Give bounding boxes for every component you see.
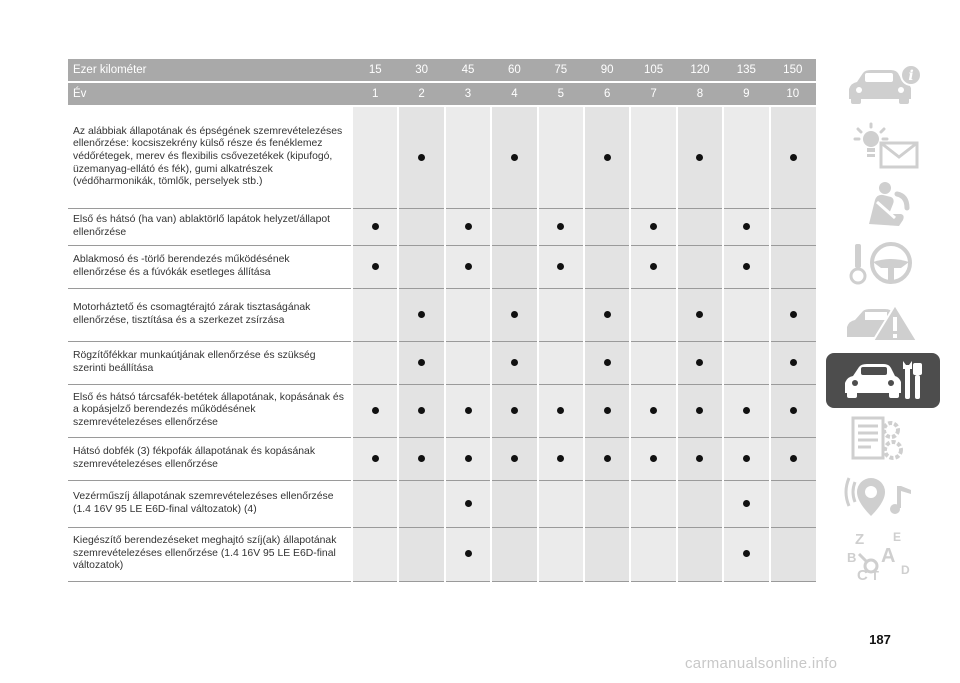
scheduled-dot-icon <box>557 407 564 414</box>
header-km-value: 120 <box>677 59 723 82</box>
schedule-cell <box>630 288 676 341</box>
index-letter: T <box>871 567 879 583</box>
schedule-cell <box>677 288 723 341</box>
schedule-cell <box>445 437 491 480</box>
index-letter: D <box>901 562 910 577</box>
header-row-km <box>68 59 816 82</box>
operation-label: Vezérműszíj állapotának szemrevételezéses ellenőrzése (1.4 16V 95 LE E6D-final változatok) (4) <box>68 480 352 527</box>
operation-label: Rögzítőfékkar munkaútjának ellenőrzése és szükség szerinti beállítása <box>68 341 352 384</box>
header-km-value: 135 <box>723 59 769 82</box>
schedule-cell <box>630 208 676 245</box>
table-row <box>68 480 816 527</box>
schedule-cell <box>352 437 398 480</box>
schedule-cell <box>445 480 491 527</box>
schedule-cell <box>538 106 584 208</box>
chapter-sidebar <box>826 60 940 587</box>
scheduled-dot-icon <box>465 407 472 414</box>
scheduled-dot-icon <box>511 311 518 318</box>
sidebar-item-emergency[interactable] <box>826 294 940 350</box>
header-year-value: 2 <box>398 82 444 106</box>
operation-label: Az alábbiak állapotának és épségének szemrevételezéses ellenőrzése: kocsiszekrény külső része és fenéklemez védőrétegek, merev és flexibilis csővezetékek (kipufogó, üzemanyag-ellátó és fék), gumi alkatrészek (védőharmonikák, tömlők, perselyek stb.) <box>68 106 352 208</box>
car-accident-warning-icon <box>841 297 925 347</box>
header-km-value: 105 <box>630 59 676 82</box>
car-maintenance-wrench-icon <box>841 355 925 405</box>
schedule-cell <box>491 480 537 527</box>
schedule-cell <box>677 245 723 288</box>
schedule-cell <box>445 208 491 245</box>
schedule-cell <box>723 288 769 341</box>
scheduled-dot-icon <box>604 455 611 462</box>
schedule-cell <box>352 480 398 527</box>
schedule-cell <box>352 384 398 437</box>
scheduled-dot-icon <box>465 455 472 462</box>
header-year-value: 8 <box>677 82 723 106</box>
header-km-value: 75 <box>538 59 584 82</box>
scheduled-dot-icon <box>465 500 472 507</box>
scheduled-dot-icon <box>604 359 611 366</box>
scheduled-dot-icon <box>418 455 425 462</box>
schedule-cell <box>445 341 491 384</box>
table-row <box>68 527 816 581</box>
key-steering-wheel-icon <box>841 238 925 288</box>
schedule-cell <box>770 288 816 341</box>
scheduled-dot-icon <box>418 311 425 318</box>
scheduled-dot-icon <box>650 223 657 230</box>
scheduled-dot-icon <box>372 455 379 462</box>
schedule-cell <box>630 437 676 480</box>
header-year-value: 5 <box>538 82 584 106</box>
scheduled-dot-icon <box>418 154 425 161</box>
sidebar-item-warning-lights[interactable] <box>826 119 940 175</box>
scheduled-dot-icon <box>604 311 611 318</box>
schedule-cell <box>584 437 630 480</box>
scheduled-dot-icon <box>557 223 564 230</box>
header-year-value: 3 <box>445 82 491 106</box>
technical-data-gear-icon <box>841 414 925 464</box>
table-row <box>68 437 816 480</box>
schedule-cell <box>352 245 398 288</box>
operation-label: Első és hátsó tárcsafék-betétek állapotának, kopásának és a kopásjelző berendezés működésének szemrevételezéses ellenőrzése <box>68 384 352 437</box>
schedule-cell <box>398 288 444 341</box>
schedule-cell <box>584 208 630 245</box>
scheduled-dot-icon <box>418 359 425 366</box>
scheduled-dot-icon <box>604 407 611 414</box>
schedule-cell <box>677 480 723 527</box>
schedule-cell <box>491 245 537 288</box>
schedule-cell <box>584 245 630 288</box>
scheduled-dot-icon <box>650 263 657 270</box>
scheduled-dot-icon <box>743 263 750 270</box>
sidebar-item-vehicle-info[interactable] <box>826 60 940 116</box>
scheduled-dot-icon <box>604 154 611 161</box>
scheduled-dot-icon <box>650 407 657 414</box>
scheduled-dot-icon <box>465 223 472 230</box>
schedule-cell <box>723 106 769 208</box>
schedule-cell <box>398 341 444 384</box>
scheduled-dot-icon <box>743 455 750 462</box>
schedule-cell <box>584 341 630 384</box>
schedule-cell <box>398 437 444 480</box>
scheduled-dot-icon <box>696 455 703 462</box>
schedule-cell <box>584 384 630 437</box>
table-row <box>68 245 816 288</box>
schedule-cell <box>398 245 444 288</box>
schedule-cell <box>584 106 630 208</box>
scheduled-dot-icon <box>696 359 703 366</box>
scheduled-dot-icon <box>696 407 703 414</box>
schedule-cell <box>398 208 444 245</box>
warning-light-message-icon <box>841 121 925 171</box>
scheduled-dot-icon <box>790 455 797 462</box>
schedule-cell <box>723 208 769 245</box>
schedule-cell <box>491 288 537 341</box>
operation-label: Első és hátsó (ha van) ablaktörlő lapátok helyzet/állapot ellenőrzése <box>68 208 352 245</box>
scheduled-dot-icon <box>696 154 703 161</box>
scheduled-dot-icon <box>465 550 472 557</box>
schedule-cell <box>677 208 723 245</box>
schedule-cell <box>584 288 630 341</box>
scheduled-dot-icon <box>511 407 518 414</box>
schedule-cell <box>677 106 723 208</box>
schedule-cell <box>770 208 816 245</box>
schedule-cell <box>491 437 537 480</box>
scheduled-dot-icon <box>557 455 564 462</box>
schedule-cell <box>630 527 676 581</box>
schedule-cell <box>584 480 630 527</box>
header-km-value: 90 <box>584 59 630 82</box>
header-year-value: 1 <box>352 82 398 106</box>
header-km-value: 150 <box>770 59 816 82</box>
schedule-cell <box>491 341 537 384</box>
table-row <box>68 106 816 208</box>
schedule-cell <box>723 384 769 437</box>
table-row <box>68 384 816 437</box>
scheduled-dot-icon <box>790 154 797 161</box>
schedule-cell <box>770 106 816 208</box>
schedule-cell <box>538 527 584 581</box>
scheduled-dot-icon <box>511 455 518 462</box>
scheduled-dot-icon <box>372 407 379 414</box>
operation-label: Motorháztető és csomagtérajtó zárak tisztaságának ellenőrzése, tisztítása és a szerkezet zsírzása <box>68 288 352 341</box>
scheduled-dot-icon <box>696 311 703 318</box>
schedule-cell <box>398 527 444 581</box>
schedule-cell <box>770 437 816 480</box>
scheduled-dot-icon <box>743 500 750 507</box>
schedule-cell <box>445 288 491 341</box>
schedule-cell <box>630 480 676 527</box>
header-year-value: 4 <box>491 82 537 106</box>
schedule-cell <box>770 341 816 384</box>
schedule-cell <box>352 288 398 341</box>
schedule-cell <box>445 527 491 581</box>
schedule-cell <box>770 480 816 527</box>
schedule-cell <box>398 384 444 437</box>
scheduled-dot-icon <box>743 223 750 230</box>
header-year-value: 7 <box>630 82 676 106</box>
scheduled-dot-icon <box>465 263 472 270</box>
header-year-value: 6 <box>584 82 630 106</box>
schedule-cell <box>445 384 491 437</box>
schedule-cell <box>352 106 398 208</box>
schedule-cell <box>770 527 816 581</box>
schedule-cell <box>677 341 723 384</box>
maintenance-schedule-table <box>68 59 816 582</box>
scheduled-dot-icon <box>372 263 379 270</box>
sidebar-item-technical-data[interactable] <box>826 411 940 467</box>
header-row-year <box>68 82 816 106</box>
header-km-value: 15 <box>352 59 398 82</box>
schedule-cell <box>538 208 584 245</box>
schedule-cell <box>491 384 537 437</box>
car-info-icon <box>841 63 925 113</box>
schedule-cell <box>723 527 769 581</box>
schedule-cell <box>770 384 816 437</box>
scheduled-dot-icon <box>743 550 750 557</box>
sidebar-item-multimedia[interactable] <box>826 470 940 526</box>
schedule-cell <box>630 106 676 208</box>
scheduled-dot-icon <box>511 359 518 366</box>
schedule-cell <box>352 527 398 581</box>
schedule-cell <box>630 384 676 437</box>
header-year-value: 10 <box>770 82 816 106</box>
scheduled-dot-icon <box>790 311 797 318</box>
sidebar-item-starting-driving[interactable] <box>826 236 940 292</box>
schedule-cell <box>677 437 723 480</box>
scheduled-dot-icon <box>372 223 379 230</box>
seat-airbag-icon <box>841 180 925 230</box>
multimedia-music-icon <box>841 472 925 522</box>
header-year-value: 9 <box>723 82 769 106</box>
schedule-cell <box>723 245 769 288</box>
scheduled-dot-icon <box>511 154 518 161</box>
operation-label: Hátsó dobfék (3) fékpofák állapotának és kopásának szemrevételezéses ellenőrzése <box>68 437 352 480</box>
scheduled-dot-icon <box>790 359 797 366</box>
scheduled-dot-icon <box>743 407 750 414</box>
schedule-cell <box>352 208 398 245</box>
schedule-cell <box>445 106 491 208</box>
index-letter: Z <box>855 530 865 548</box>
schedule-cell <box>398 106 444 208</box>
header-km-value: 60 <box>491 59 537 82</box>
scheduled-dot-icon <box>418 407 425 414</box>
scheduled-dot-icon <box>557 263 564 270</box>
table-row <box>68 288 816 341</box>
schedule-cell <box>677 384 723 437</box>
schedule-cell <box>491 106 537 208</box>
schedule-cell <box>352 341 398 384</box>
schedule-cell <box>723 437 769 480</box>
schedule-cell <box>538 437 584 480</box>
header-year-label: Év <box>68 82 352 106</box>
index-letter: B <box>847 549 857 565</box>
schedule-cell <box>538 288 584 341</box>
scheduled-dot-icon <box>650 455 657 462</box>
schedule-cell <box>538 384 584 437</box>
scheduled-dot-icon <box>790 407 797 414</box>
schedule-cell <box>538 245 584 288</box>
schedule-cell <box>445 245 491 288</box>
schedule-cell <box>630 245 676 288</box>
watermark-text: carmanualsonline.info <box>685 655 838 672</box>
sidebar-item-index[interactable] <box>826 528 940 584</box>
schedule-cell <box>723 341 769 384</box>
table-row <box>68 208 816 245</box>
svg-text:i: i <box>908 67 914 84</box>
schedule-cell <box>491 208 537 245</box>
schedule-cell <box>630 341 676 384</box>
header-km-value: 30 <box>398 59 444 82</box>
header-km-label: Ezer kilométer <box>68 59 352 82</box>
header-km-value: 45 <box>445 59 491 82</box>
table-row <box>68 341 816 384</box>
schedule-cell <box>770 245 816 288</box>
schedule-cell <box>584 527 630 581</box>
page-number: 187 <box>869 632 891 647</box>
operation-label: Kiegészítő berendezéseket meghajtó szíj(ak) állapotának szemrevételezéses ellenőrzése (1.4 16V 95 LE E6D-final változatok) <box>68 527 352 581</box>
sidebar-item-maintenance[interactable] <box>826 353 940 409</box>
schedule-cell <box>398 480 444 527</box>
operation-label: Ablakmosó és -törlő berendezés működésének ellenőrzése és a fúvókák esetleges állítása <box>68 245 352 288</box>
schedule-body <box>68 106 816 581</box>
index-letter: A <box>881 544 896 567</box>
schedule-cell <box>677 527 723 581</box>
schedule-cell <box>723 480 769 527</box>
sidebar-item-safety[interactable] <box>826 177 940 233</box>
alphabetical-index-icon <box>841 528 925 584</box>
schedule-cell <box>538 341 584 384</box>
schedule-cell <box>491 527 537 581</box>
index-letter: C <box>857 566 868 584</box>
schedule-cell <box>538 480 584 527</box>
index-letter: E <box>893 529 902 544</box>
